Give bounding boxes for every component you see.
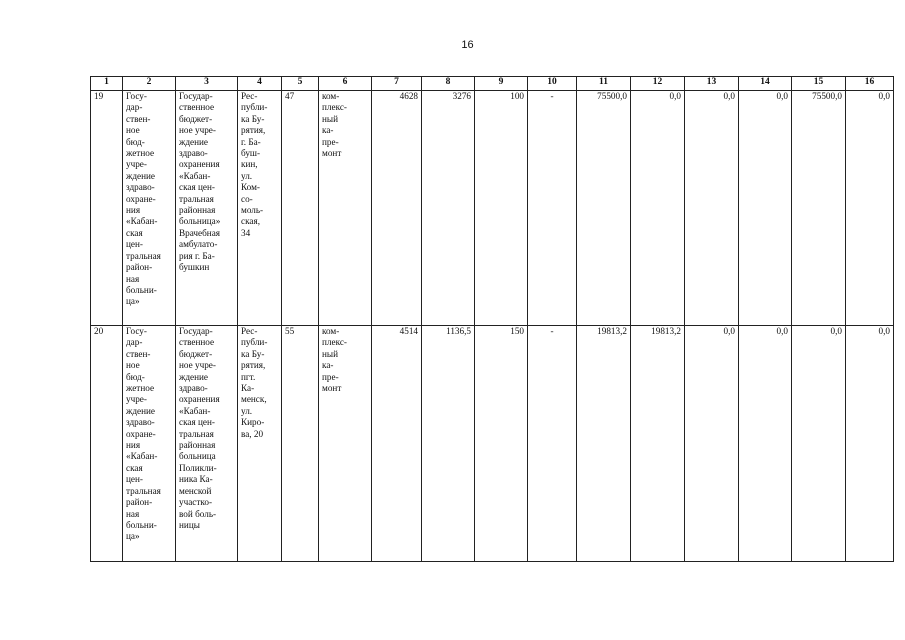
column-header: 7 bbox=[372, 77, 422, 91]
value-cell: - bbox=[528, 326, 577, 562]
column-header: 16 bbox=[846, 77, 894, 91]
value-cell: 0,0 bbox=[846, 91, 894, 326]
address-cell: Рес- публи- ка Бу- рятия, пгт. Ка- менск, ул. Киро- ва, 20 bbox=[238, 326, 282, 562]
owner-cell: Госу- дар- ствен- ное бюд- жетное учре- ждение здраво- охране- ния «Кабан- ская цен- тральная район- ная больни- ца» bbox=[123, 91, 176, 326]
value-cell: 150 bbox=[475, 326, 528, 562]
header-row bbox=[91, 77, 894, 91]
value-cell: - bbox=[528, 91, 577, 326]
column-header: 14 bbox=[739, 77, 792, 91]
row-number-cell: 19 bbox=[91, 91, 123, 326]
value-cell: 0,0 bbox=[685, 326, 739, 562]
value-cell: 0,0 bbox=[792, 326, 846, 562]
column-header: 13 bbox=[685, 77, 739, 91]
facility-cell: Государ- ственное бюджет- ное учре- ждение здраво- охранения «Кабан- ская цен- тральная районная больница» Врачебная амбулато- рия г. Ба- бушкин bbox=[176, 91, 238, 326]
column-header: 11 bbox=[577, 77, 631, 91]
column-header: 10 bbox=[528, 77, 577, 91]
column-header: 12 bbox=[631, 77, 685, 91]
value-cell: 75500,0 bbox=[577, 91, 631, 326]
value-cell: 0,0 bbox=[685, 91, 739, 326]
column-header: 1 bbox=[91, 77, 123, 91]
value-cell: 75500,0 bbox=[792, 91, 846, 326]
column-header: 6 bbox=[319, 77, 372, 91]
facility-cell: Государ- ственное бюджет- ное учре- ждение здраво- охранения «Кабан- ская цен- тральная районная больница Поликли- ника Ка- менской участко- вой боль- ницы bbox=[176, 326, 238, 562]
column-header: 9 bbox=[475, 77, 528, 91]
value-cell: 3276 bbox=[422, 91, 475, 326]
column-header: 2 bbox=[123, 77, 176, 91]
column-header: 4 bbox=[238, 77, 282, 91]
address-cell: Рес- публи- ка Бу- рятия, г. Ба- буш- кин, ул. Ком- со- моль- ская, 34 bbox=[238, 91, 282, 326]
value-cell: 19813,2 bbox=[577, 326, 631, 562]
value-cell: 4514 bbox=[372, 326, 422, 562]
column-header: 8 bbox=[422, 77, 475, 91]
work-type-cell: ком- плекс- ный ка- пре- монт bbox=[319, 326, 372, 562]
registry-table bbox=[90, 76, 894, 562]
value-cell: 0,0 bbox=[846, 326, 894, 562]
table-row bbox=[91, 326, 894, 562]
column-header: 15 bbox=[792, 77, 846, 91]
value-cell: 0,0 bbox=[739, 326, 792, 562]
column-header: 3 bbox=[176, 77, 238, 91]
value-cell: 1136,5 bbox=[422, 326, 475, 562]
value-cell: 19813,2 bbox=[631, 326, 685, 562]
column-header: 5 bbox=[282, 77, 319, 91]
table-row bbox=[91, 91, 894, 326]
value-cell: 4628 bbox=[372, 91, 422, 326]
value-cell: 0,0 bbox=[739, 91, 792, 326]
value-cell: 47 bbox=[282, 91, 319, 326]
owner-cell: Госу- дар- ствен- ное бюд- жетное учре- ждение здраво- охране- ния «Кабан- ская цен- тральная район- ная больни- ца» bbox=[123, 326, 176, 562]
page-number: 16 bbox=[461, 39, 474, 51]
work-type-cell: ком- плекс- ный ка- пре- монт bbox=[319, 91, 372, 326]
row-number-cell: 20 bbox=[91, 326, 123, 562]
value-cell: 55 bbox=[282, 326, 319, 562]
value-cell: 100 bbox=[475, 91, 528, 326]
value-cell: 0,0 bbox=[631, 91, 685, 326]
